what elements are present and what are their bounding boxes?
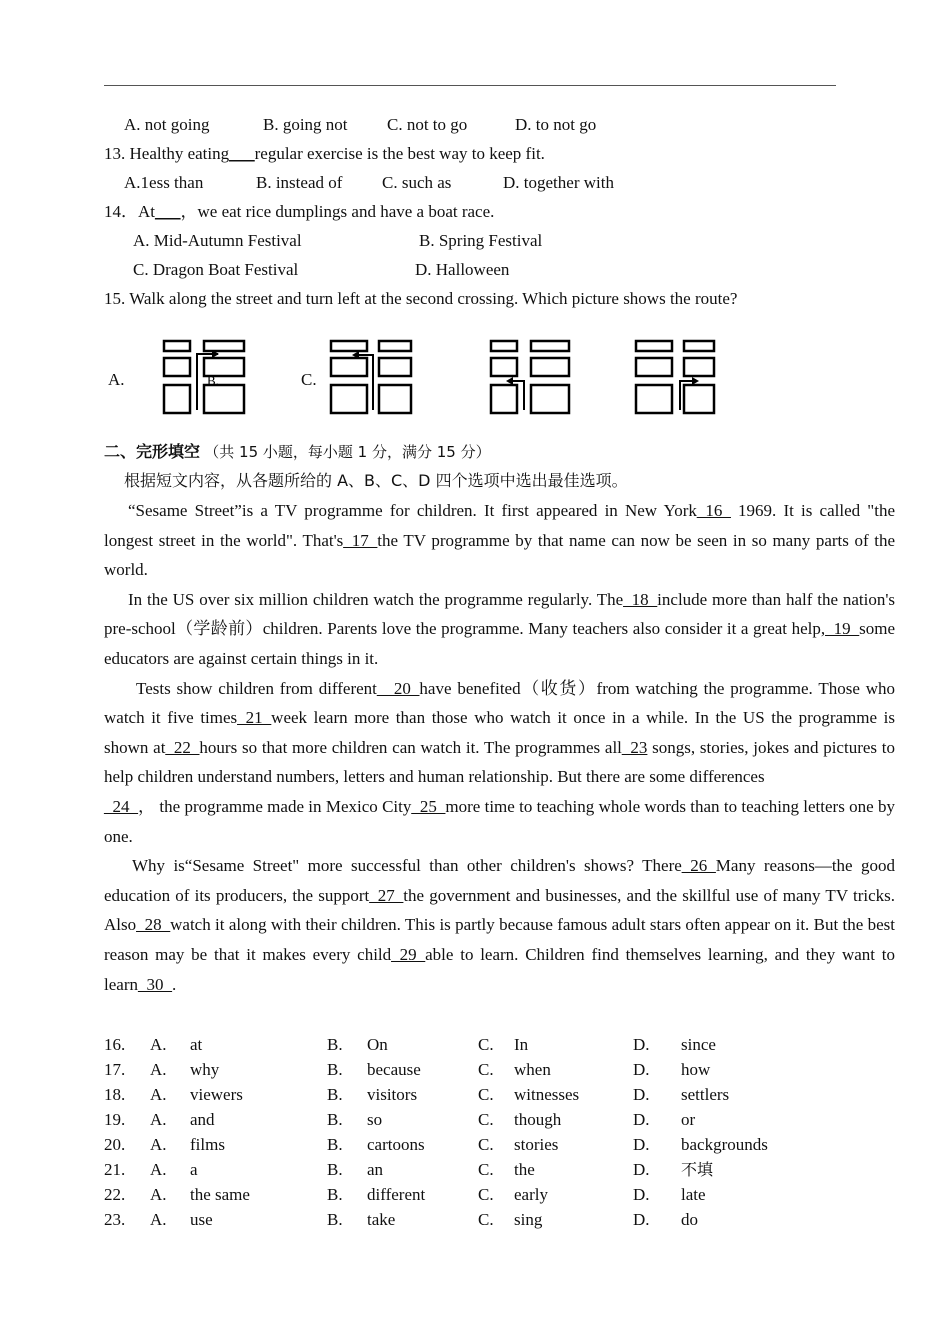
- passage-paragraph-5: Why is“Sesame Street" more successful than other children's shows? There_26_Many reasons—the good education of its producers, the support_27_the government and businesses, and the skillful use of many TV tricks. Also_28_watch it along with their children. This is partly because famous adult stars often appear on it. But the best reason may be that it makes every child_29_able to learn. Children find themselves learning, and they want to learn_30_.: [104, 856, 895, 994]
- choice-20-c[interactable]: stories: [514, 1135, 559, 1154]
- choice-17-a[interactable]: why: [190, 1060, 220, 1079]
- choice-20-b[interactable]: cartoons: [367, 1135, 425, 1154]
- choice-21-a[interactable]: a: [190, 1160, 198, 1179]
- blank-25[interactable]: _25_: [411, 796, 446, 816]
- choice-18-b[interactable]: visitors: [367, 1085, 418, 1104]
- q12-option-a[interactable]: A. not going: [124, 115, 210, 134]
- choice-23-b[interactable]: take: [367, 1210, 396, 1229]
- q14-blank: ___: [155, 202, 181, 221]
- blank-29[interactable]: _29_: [391, 944, 426, 964]
- choice-22-a[interactable]: the same: [190, 1185, 250, 1204]
- choice-19-b[interactable]: so: [367, 1110, 383, 1129]
- route-picture-a[interactable]: [160, 338, 248, 418]
- route-picture-c[interactable]: [487, 338, 575, 418]
- choice-21-c[interactable]: the: [514, 1160, 535, 1179]
- section2-title: 二、完形填空: [104, 442, 201, 461]
- choice-22-c[interactable]: early: [514, 1185, 548, 1204]
- blank-16[interactable]: _16_: [696, 501, 731, 520]
- q15-label-c[interactable]: C.: [301, 370, 317, 389]
- blank-22[interactable]: _22_: [165, 737, 200, 757]
- choice-16-c[interactable]: In: [514, 1035, 529, 1054]
- q13-option-d[interactable]: D. together with: [503, 173, 614, 192]
- blank-26[interactable]: _26_: [681, 856, 716, 876]
- section2-instruction: 根据短文内容，从各题所给的 A、B、C、D 四个选项中选出最佳选项。: [124, 471, 628, 490]
- choice-23-d[interactable]: do: [681, 1210, 698, 1229]
- choice-18-a[interactable]: viewers: [190, 1085, 243, 1104]
- choice-22-b[interactable]: different: [367, 1185, 426, 1204]
- blank-23[interactable]: _23: [621, 737, 648, 757]
- q15-stem: 15. Walk along the street and turn left at the second crossing. Which picture shows the route?: [104, 289, 738, 308]
- passage-paragraph-3: Tests show children from different__20_have benefited（收货）from watching the programme. Those who watch it five times_21_week learn more than those who watch it once in a while. In the US the programme is shown at_22_hours so that more children can watch it. The programmes all_23 songs, stories, jokes and pictures to help children understand numbers, letters and human relationship. But there are some differences: [104, 678, 896, 787]
- choice-20-d[interactable]: backgrounds: [681, 1135, 768, 1154]
- blank-19[interactable]: _19_: [825, 619, 860, 639]
- choice-20-a[interactable]: films: [190, 1135, 225, 1154]
- q12-option-c[interactable]: C. not to go: [387, 115, 468, 134]
- choice-16-b[interactable]: On: [367, 1035, 388, 1054]
- section2-score: （共 15 小题，每小题 1 分，满分 15 分）: [204, 443, 491, 461]
- q14-option-c[interactable]: C. Dragon Boat Festival: [133, 260, 299, 279]
- choice-17-d[interactable]: how: [681, 1060, 711, 1079]
- choice-17-c[interactable]: when: [514, 1060, 551, 1079]
- q15-label-a[interactable]: A.: [108, 370, 125, 389]
- q14-text-pre: At: [138, 202, 155, 221]
- choice-22-d[interactable]: late: [681, 1185, 706, 1204]
- choice-17-b[interactable]: because: [367, 1060, 421, 1079]
- choice-19-a[interactable]: and: [190, 1110, 215, 1129]
- choice-21-b[interactable]: an: [367, 1160, 384, 1179]
- header-rule: [104, 85, 836, 86]
- choice-21-d[interactable]: 不填: [681, 1160, 714, 1179]
- route-picture-b[interactable]: [327, 338, 415, 418]
- q13-number: 13.: [104, 144, 126, 163]
- choice-19-c[interactable]: though: [514, 1110, 562, 1129]
- blank-30[interactable]: _30_: [137, 974, 172, 994]
- q13-option-a[interactable]: A.1ess than: [124, 173, 204, 192]
- choice-19-d[interactable]: or: [681, 1110, 696, 1129]
- blank-27[interactable]: _27_: [369, 885, 404, 905]
- blank-24[interactable]: _24_: [104, 796, 138, 816]
- q13-option-b[interactable]: B. instead of: [256, 173, 343, 192]
- blank-17[interactable]: _17_: [343, 530, 378, 550]
- q12-option-d[interactable]: D. to not go: [515, 115, 597, 134]
- route-a-overlay-label: B.: [207, 373, 219, 388]
- q14-number: 14．: [104, 202, 138, 221]
- route-picture-d[interactable]: [632, 338, 720, 418]
- q13-text-post: regular exercise is the best way to keep fit.: [254, 144, 545, 163]
- q14-stem: [104, 202, 494, 222]
- passage-paragraph-1: “Sesame Street”is a TV programme for children. It first appeared in New York_16_ 1969. It is called "the longest street in the world". That's_17_the TV programme by that name can now be seen in so many parts of the world.: [104, 501, 896, 580]
- choice-18-c[interactable]: witnesses: [514, 1085, 580, 1104]
- blank-20[interactable]: __20_: [376, 678, 420, 698]
- q14-option-b[interactable]: B. Spring Festival: [419, 231, 543, 250]
- q14-option-a[interactable]: A. Mid-Autumn Festival: [133, 231, 302, 250]
- q13-blank: ___: [229, 144, 255, 163]
- blank-18[interactable]: _18_: [623, 589, 658, 609]
- blank-21[interactable]: _21_: [237, 708, 272, 728]
- q14-text-post: ，we eat rice dumplings and have a boat race.: [180, 202, 495, 221]
- choice-23-c[interactable]: sing: [514, 1210, 543, 1229]
- q12-option-b[interactable]: B. going not: [263, 115, 348, 134]
- choice-16-d[interactable]: since: [681, 1035, 716, 1054]
- choice-16-a[interactable]: at: [190, 1035, 203, 1054]
- section2-heading: [104, 442, 491, 462]
- choice-23-a[interactable]: use: [190, 1210, 213, 1229]
- q13-stem: [104, 144, 545, 164]
- q13-text-pre: Healthy eating: [129, 144, 230, 163]
- choice-18-d[interactable]: settlers: [681, 1085, 730, 1104]
- q13-option-c[interactable]: C. such as: [382, 173, 452, 192]
- passage-paragraph-2: In the US over six million children watch the programme regularly. The_18_include more than half the nation's pre-school（学龄前）children. Parents love the programme. Many teachers also consider it a great help,_19_some educators are against certain things in it.: [104, 589, 895, 668]
- passage-paragraph-4: _24_， the programme made in Mexico City_25_more time to teaching whole words than to teaching letters one by one.: [104, 796, 895, 846]
- cloze-passage: [104, 496, 895, 999]
- q14-option-d[interactable]: D. Halloween: [415, 260, 510, 279]
- blank-28[interactable]: _28_: [136, 915, 171, 935]
